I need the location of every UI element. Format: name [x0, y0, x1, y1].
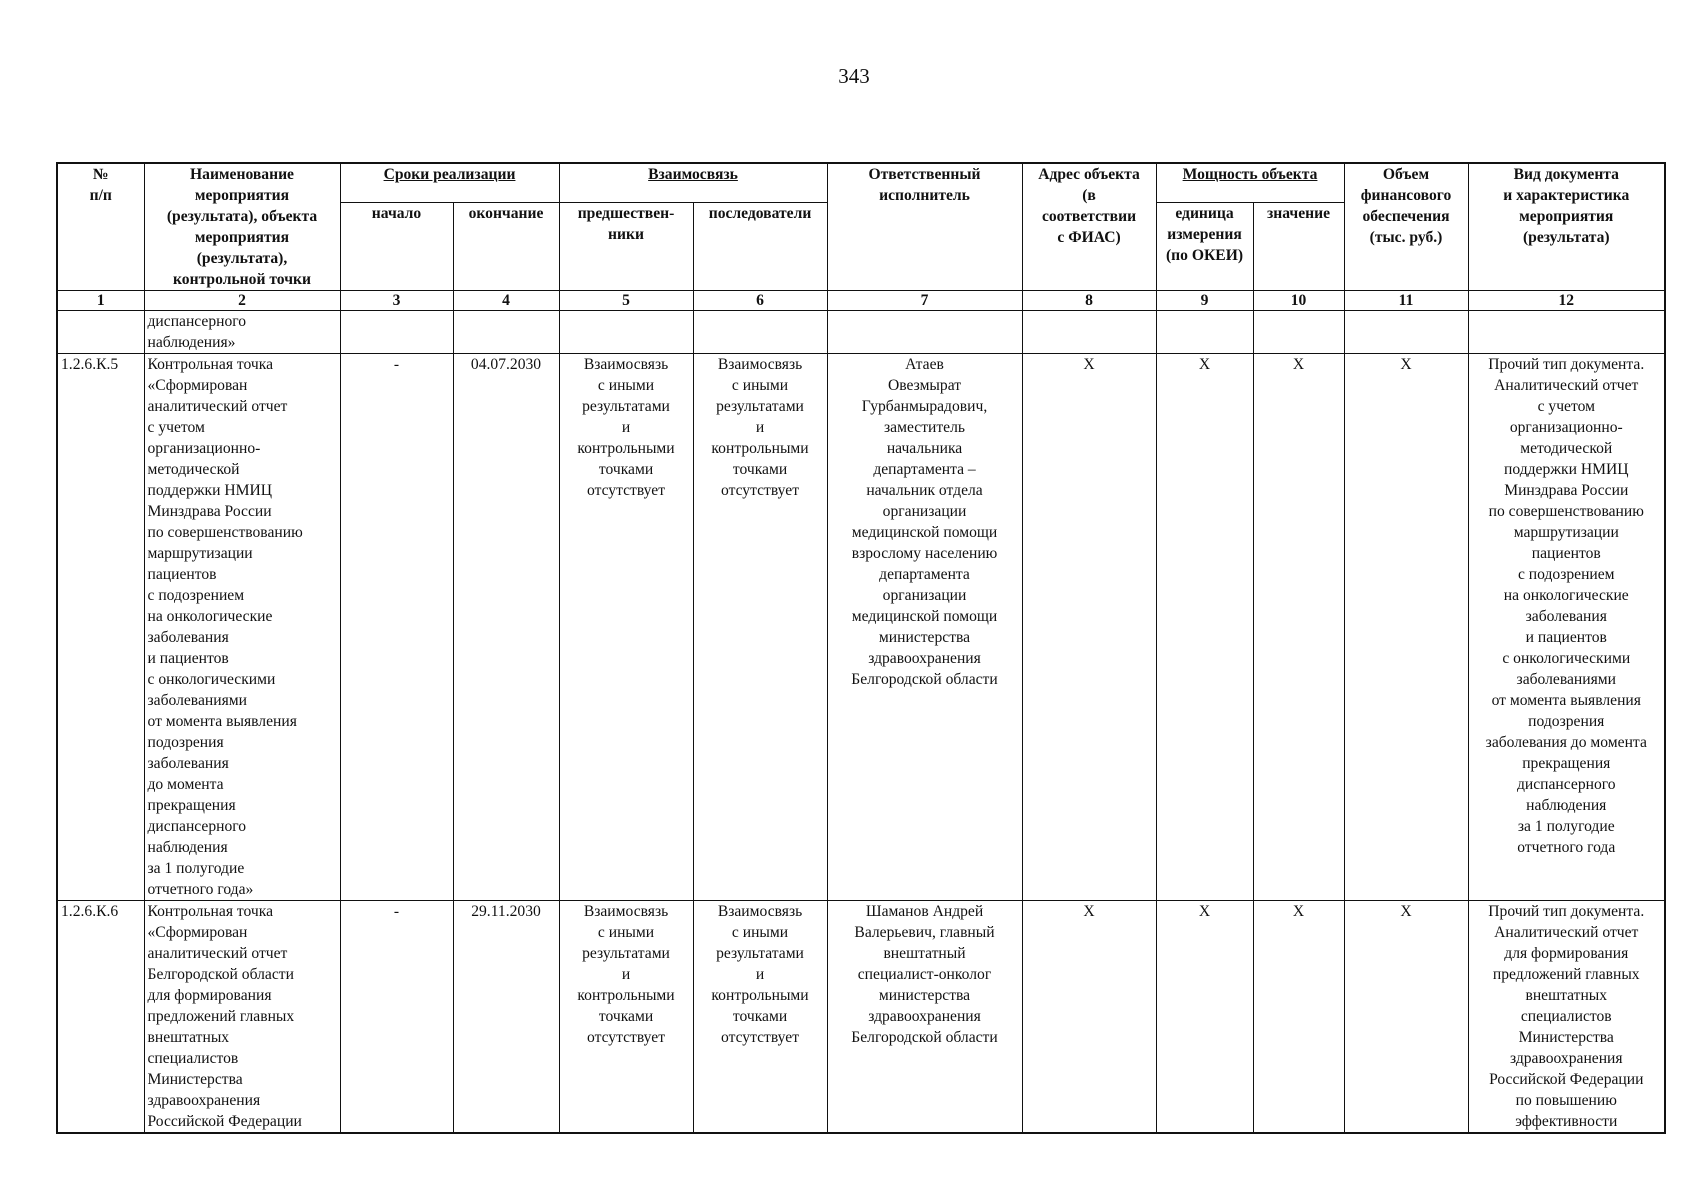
text-line: начальник отдела: [866, 482, 983, 499]
text-line: методической: [1520, 440, 1613, 457]
text-line: Овезмырат: [887, 377, 962, 394]
text-line: Объем: [1382, 166, 1430, 183]
text-line: Вид документа: [1513, 166, 1619, 183]
text-line: Министерства: [147, 1071, 243, 1088]
text-line: «Сформирован: [147, 377, 248, 394]
text-line: отсутствует: [587, 1029, 666, 1046]
text-line: и: [621, 419, 631, 436]
text-line: с иными: [597, 924, 655, 941]
text-line: предшествен-: [577, 205, 675, 222]
header-value: значение: [1253, 203, 1344, 291]
text-line: заболеваниями: [147, 692, 247, 709]
text-line: контрольной точки: [173, 271, 311, 288]
text-line: Гурбанмырадович,: [861, 398, 988, 415]
text-line: и: [755, 966, 765, 983]
column-number-row: [57, 291, 1665, 311]
text-line: диспансерного: [147, 313, 247, 330]
text-line: с онкологическими: [147, 671, 276, 688]
text-line: (результата), объекта: [166, 208, 318, 225]
column-number: 12: [1468, 291, 1665, 311]
text-line: с учетом: [1537, 398, 1595, 415]
row-start: -: [340, 901, 453, 1134]
text-line: по повышению: [1515, 1092, 1617, 1109]
text-line: №: [92, 166, 109, 183]
text-line: отчетного года»: [147, 881, 254, 898]
text-line: пациентов: [1531, 545, 1601, 562]
text-line: единица: [1175, 205, 1234, 222]
row-num: 1.2.6.К.5: [57, 354, 144, 901]
text-line: министерства: [878, 987, 971, 1004]
text-line: п/п: [89, 187, 112, 204]
text-line: с иными: [731, 924, 789, 941]
row-successors: [693, 354, 827, 901]
text-line: «Сформирован: [147, 924, 248, 941]
text-line: подозрения: [147, 734, 224, 751]
table-row: [57, 901, 1665, 1134]
text-line: точками: [732, 1008, 788, 1025]
text-line: заболевания до момента: [1485, 734, 1647, 751]
text-line: здравоохранения: [1509, 1050, 1623, 1067]
row-unit: Х: [1156, 901, 1253, 1134]
page-number: 343: [838, 64, 870, 88]
text-line: Аналитический отчет: [1494, 377, 1639, 394]
text-line: с подозрением: [147, 587, 245, 604]
text-line: контрольными: [577, 987, 675, 1004]
text-line: организации: [882, 503, 967, 520]
row-value: [1253, 311, 1344, 354]
header-doc-type: [1468, 163, 1665, 291]
row-num: 1.2.6.К.6: [57, 901, 144, 1134]
text-line: здравоохранения: [868, 1008, 981, 1025]
text-line: предложений главных: [1492, 966, 1640, 983]
text-line: обеспечения: [1362, 208, 1450, 225]
text-line: мероприятия: [194, 229, 290, 246]
row-unit: Х: [1156, 354, 1253, 901]
text-line: финансового: [1360, 187, 1452, 204]
row-value: Х: [1253, 901, 1344, 1134]
text-line: контрольными: [577, 440, 675, 457]
text-line: подозрения: [1528, 713, 1605, 730]
text-line: Атаев: [905, 356, 944, 373]
row-finance: [1344, 311, 1468, 354]
row-name: [144, 354, 340, 901]
text-line: эффективности: [1515, 1113, 1618, 1130]
column-number: 3: [340, 291, 453, 311]
text-line: медицинской помощи: [851, 524, 998, 541]
text-line: контрольными: [711, 440, 809, 457]
row-predecessors: [559, 311, 693, 354]
text-line: поддержки НМИЦ: [1504, 461, 1629, 478]
text-line: Белгородской области: [851, 1029, 998, 1046]
text-line: контрольными: [711, 987, 809, 1004]
text-line: точками: [732, 461, 788, 478]
text-line: аналитический отчет: [147, 945, 288, 962]
text-line: точками: [598, 1008, 654, 1025]
activities-table: [56, 162, 1666, 1134]
row-address: [1022, 311, 1156, 354]
text-line: Министерства: [1518, 1029, 1614, 1046]
text-line: (результата): [1522, 229, 1610, 246]
text-line: за 1 полугодие: [1517, 818, 1615, 835]
text-line: по совершенствованию: [147, 524, 303, 541]
text-line: заболевания: [147, 629, 229, 646]
header-end: окончание: [453, 203, 559, 291]
text-line: за 1 полугодие: [147, 860, 245, 877]
text-line: начальника: [886, 440, 963, 457]
text-line: здравоохранения: [868, 650, 981, 667]
header-name: [144, 163, 340, 291]
text-line: Белгородской области: [851, 671, 998, 688]
text-line: от момента выявления: [1491, 692, 1641, 709]
row-address: Х: [1022, 901, 1156, 1134]
row-predecessors: [559, 354, 693, 901]
column-number: 9: [1156, 291, 1253, 311]
row-unit: [1156, 311, 1253, 354]
text-line: мероприятия: [1519, 208, 1614, 225]
row-successors: [693, 311, 827, 354]
text-line: специалист-онколог: [857, 966, 992, 983]
text-line: заболеваниями: [1516, 671, 1616, 688]
text-line: результатами: [582, 945, 670, 962]
text-line: результатами: [716, 398, 804, 415]
text-line: маршрутизации: [1513, 524, 1619, 541]
text-line: (по ОКЕИ): [1165, 247, 1244, 264]
text-line: точками: [598, 461, 654, 478]
text-line: отсутствует: [721, 482, 800, 499]
text-line: Белгородской области: [147, 966, 294, 983]
text-line: организационно-: [1509, 419, 1623, 436]
text-line: диспансерного: [147, 818, 247, 835]
text-line: на онкологические: [147, 608, 273, 625]
text-line: и пациентов: [1525, 629, 1607, 646]
header-num: [57, 163, 144, 291]
text-line: и: [621, 966, 631, 983]
text-line: аналитический отчет: [147, 398, 288, 415]
text-line: результатами: [716, 945, 804, 962]
text-line: отсутствует: [721, 1029, 800, 1046]
row-responsible: [827, 354, 1022, 901]
text-line: (тыс. руб.): [1369, 229, 1443, 246]
row-end: 29.11.2030: [453, 901, 559, 1134]
text-line: с подозрением: [1517, 566, 1615, 583]
text-line: медицинской помощи: [851, 608, 998, 625]
row-value: Х: [1253, 354, 1344, 901]
text-line: департамента –: [873, 461, 976, 478]
text-line: измерения: [1167, 226, 1242, 243]
header-link-group: Взаимосвязь: [559, 163, 827, 203]
header-start: начало: [340, 203, 453, 291]
text-line: Контрольная точка: [147, 356, 273, 373]
text-line: наблюдения: [147, 839, 228, 856]
text-line: для формирования: [147, 987, 272, 1004]
text-line: соответствии: [1041, 208, 1137, 225]
text-line: Аналитический отчет: [1494, 924, 1639, 941]
text-line: отчетного года: [1517, 839, 1616, 856]
text-line: наблюдения»: [147, 334, 236, 351]
text-line: заболевания: [1525, 608, 1607, 625]
text-line: Российской Федерации: [147, 1113, 302, 1130]
text-line: специалистов: [1520, 1008, 1612, 1025]
text-line: внештатных: [147, 1029, 230, 1046]
column-number: 5: [559, 291, 693, 311]
text-line: министерства: [878, 629, 971, 646]
text-line: с учетом: [147, 419, 205, 436]
table-row: [57, 311, 1665, 354]
text-line: мероприятия: [194, 187, 290, 204]
column-number: 10: [1253, 291, 1344, 311]
column-number: 6: [693, 291, 827, 311]
text-line: Ответственный: [868, 166, 981, 183]
text-line: прекращения: [147, 797, 236, 814]
text-line: отсутствует: [587, 482, 666, 499]
text-line: внештатный: [883, 945, 966, 962]
text-line: Минздрава России: [1504, 482, 1629, 499]
row-doc-type: [1468, 311, 1665, 354]
text-line: организации: [882, 587, 967, 604]
text-line: Валерьевич, главный: [854, 924, 995, 941]
column-number: 7: [827, 291, 1022, 311]
text-line: ники: [608, 226, 644, 243]
text-line: до момента: [147, 776, 224, 793]
text-line: организационно-: [147, 440, 261, 457]
text-line: Прочий тип документа.: [1488, 356, 1645, 373]
row-doc-type: [1468, 354, 1665, 901]
text-line: Контрольная точка: [147, 903, 273, 920]
row-num: [57, 311, 144, 354]
header-address: [1022, 163, 1156, 291]
text-line: по совершенствованию: [1488, 503, 1644, 520]
text-line: департамента: [879, 566, 970, 583]
row-predecessors: [559, 901, 693, 1134]
column-number: 1: [57, 291, 144, 311]
row-end: [453, 311, 559, 354]
text-line: результатами: [582, 398, 670, 415]
header-successors: последователи: [693, 203, 827, 291]
text-line: (результата),: [196, 250, 288, 267]
text-line: наблюдения: [1526, 797, 1607, 814]
text-line: Шаманов Андрей: [865, 903, 984, 920]
text-line: методической: [147, 461, 240, 478]
table-row: [57, 354, 1665, 901]
row-start: [340, 311, 453, 354]
text-line: Российской Федерации: [1489, 1071, 1644, 1088]
text-line: Прочий тип документа.: [1488, 903, 1645, 920]
header-unit: [1156, 203, 1253, 291]
text-line: Наименование: [190, 166, 294, 183]
text-line: специалистов: [147, 1050, 239, 1067]
text-line: и пациентов: [147, 650, 229, 667]
text-line: прекращения: [1522, 755, 1611, 772]
row-name: [144, 311, 340, 354]
text-line: и: [755, 419, 765, 436]
text-line: (в: [1082, 187, 1096, 204]
text-line: с онкологическими: [1502, 650, 1631, 667]
text-line: для формирования: [1504, 945, 1629, 962]
text-line: Минздрава России: [147, 503, 272, 520]
row-finance: Х: [1344, 354, 1468, 901]
text-line: здравоохранения: [147, 1092, 261, 1109]
row-address: Х: [1022, 354, 1156, 901]
text-line: Взаимосвязь: [583, 356, 669, 373]
row-name: [144, 901, 340, 1134]
row-successors: [693, 901, 827, 1134]
header-predecessors: [559, 203, 693, 291]
text-line: и характеристика: [1503, 187, 1630, 204]
column-number: 2: [144, 291, 340, 311]
text-line: взрослому населению: [851, 545, 998, 562]
header-capacity-group: Мощность объекта: [1156, 163, 1344, 203]
text-line: от момента выявления: [147, 713, 297, 730]
column-number: 11: [1344, 291, 1468, 311]
text-line: Взаимосвязь: [717, 356, 803, 373]
text-line: Взаимосвязь: [717, 903, 803, 920]
column-number: 8: [1022, 291, 1156, 311]
row-doc-type: [1468, 901, 1665, 1134]
text-line: маршрутизации: [147, 545, 253, 562]
text-line: поддержки НМИЦ: [147, 482, 273, 499]
row-finance: Х: [1344, 901, 1468, 1134]
header-responsible: [827, 163, 1022, 291]
row-start: -: [340, 354, 453, 901]
row-responsible: [827, 311, 1022, 354]
header-finance: [1344, 163, 1468, 291]
text-line: с иными: [597, 377, 655, 394]
column-number: 4: [453, 291, 559, 311]
text-line: Взаимосвязь: [583, 903, 669, 920]
text-line: с иными: [731, 377, 789, 394]
text-line: на онкологические: [1503, 587, 1629, 604]
text-line: диспансерного: [1516, 776, 1616, 793]
row-responsible: [827, 901, 1022, 1134]
text-line: заболевания: [147, 755, 229, 772]
row-end: 04.07.2030: [453, 354, 559, 901]
text-line: исполнитель: [879, 187, 970, 204]
text-line: заместитель: [884, 419, 965, 436]
text-line: пациентов: [147, 566, 217, 583]
text-line: внештатных: [1525, 987, 1608, 1004]
text-line: предложений главных: [147, 1008, 295, 1025]
header-terms-group: Сроки реализации: [340, 163, 559, 203]
text-line: Адрес объекта: [1038, 166, 1140, 183]
text-line: с ФИАС): [1057, 229, 1121, 246]
